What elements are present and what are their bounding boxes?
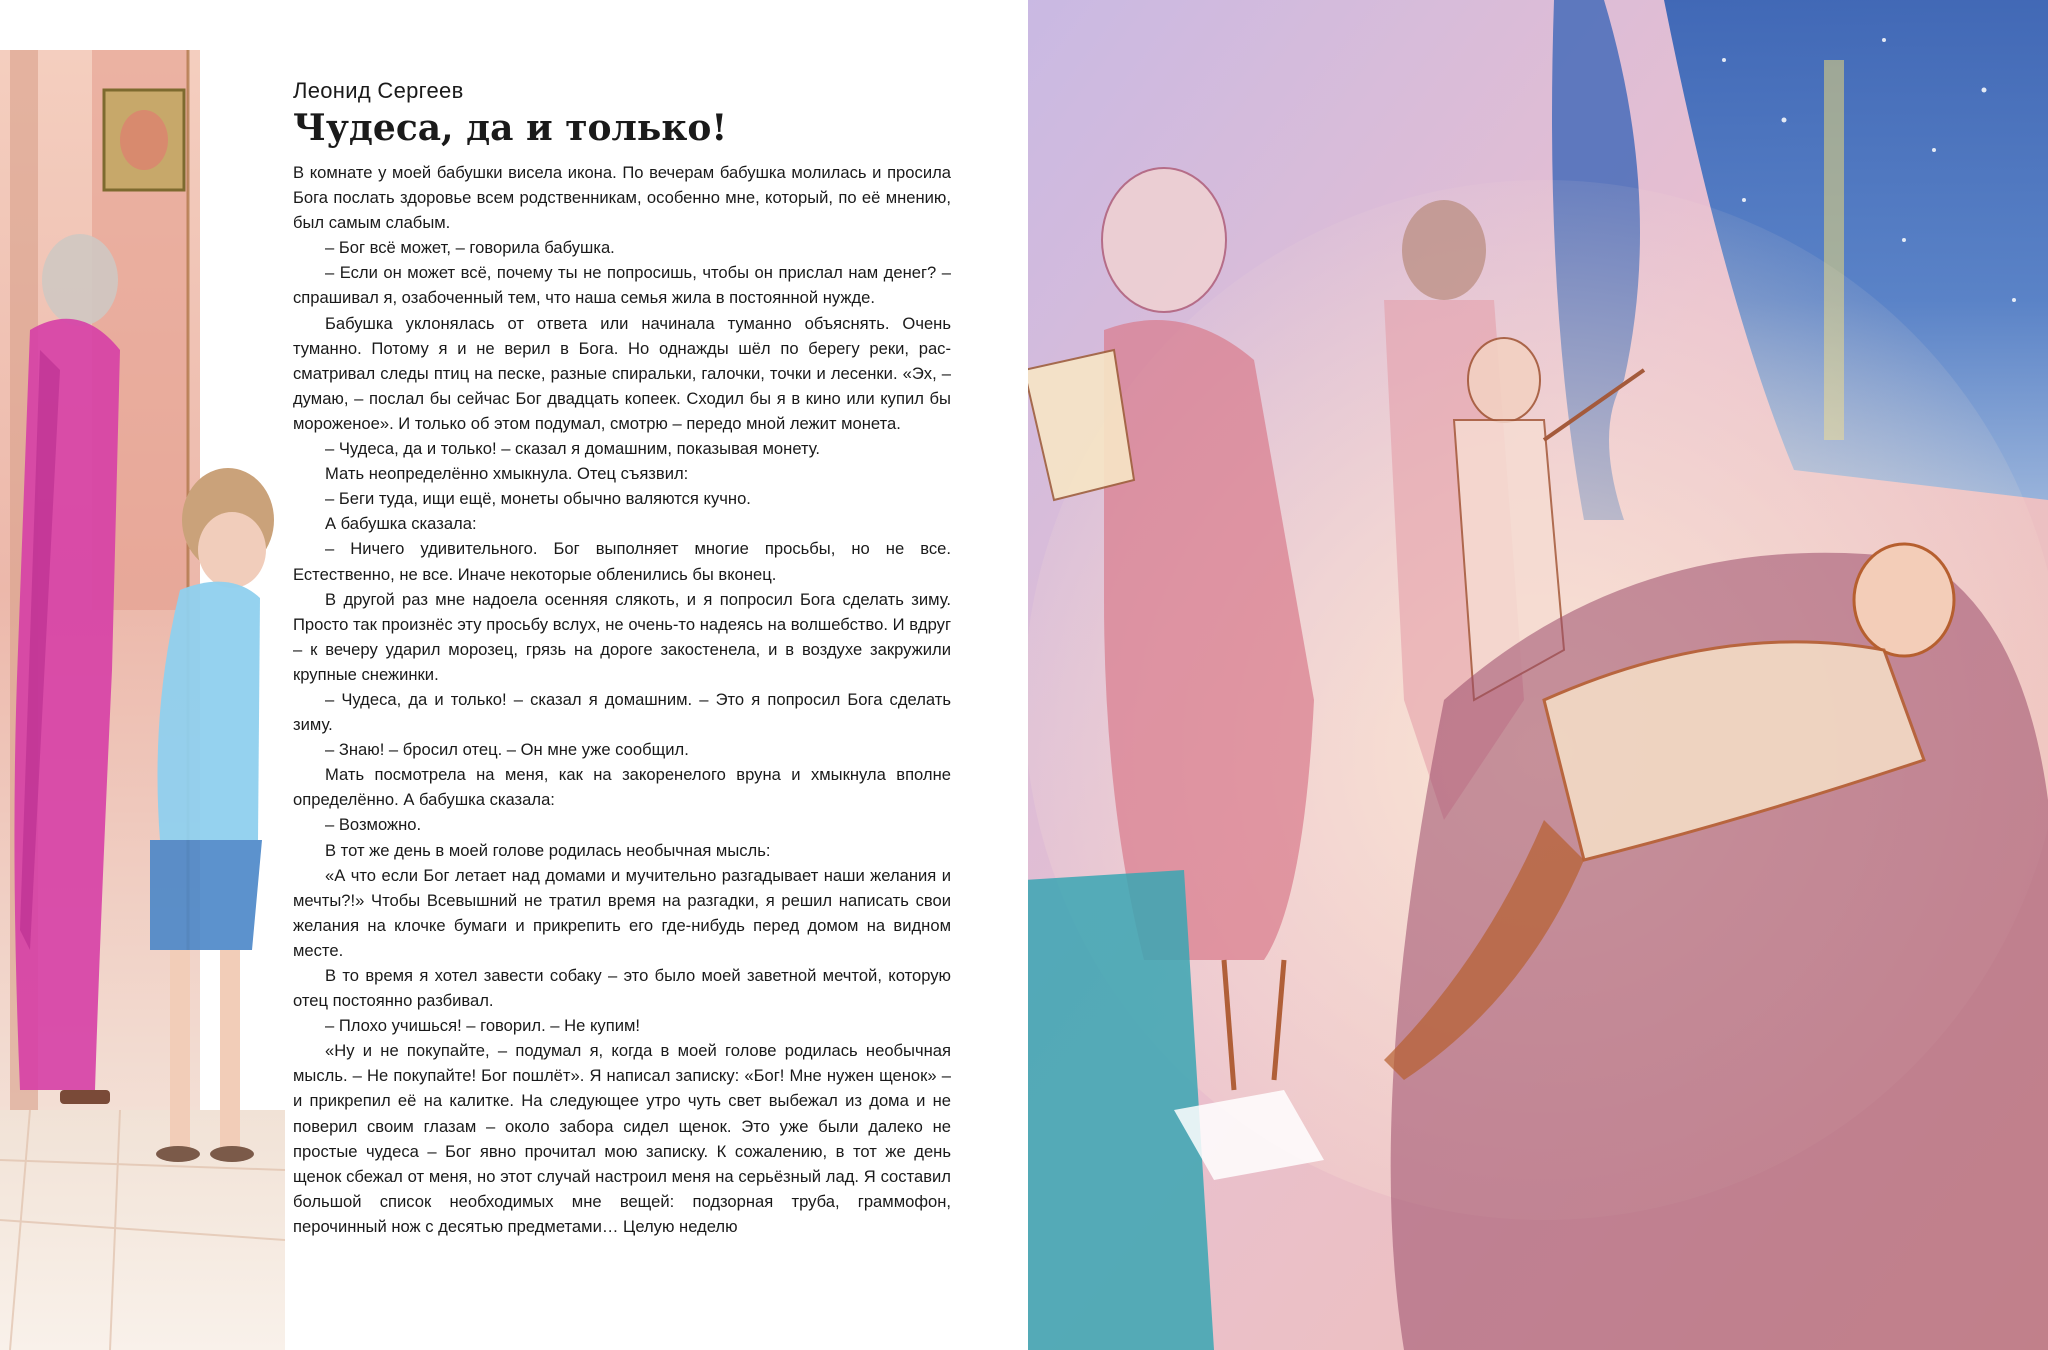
family-room-drawing <box>1024 0 2048 1350</box>
grandmother-and-boy-drawing <box>0 50 285 1350</box>
paragraph: В то время я хотел завести собаку – это было моей заветной мечтой, которую отец постоянно разбивал. <box>293 966 951 1011</box>
paragraph: «Ну и не покупайте, – подумал я, когда в моей голове родилась необычная мысль. – Не покупайте! Бог пошлёт». Я написал записку: «Бог! Мне нужен щенок» – и прикрепил её на калитке. На следующее утро чуть свет выбежал из дома и не поверил своим глазам – около забора сидел щенок. Это уже были далеко не простые чудеса – Бог явно прочитал мою записку. К сожалению, в тот же день щенок сбежал от меня, но этот случай настроил меня на серьёзный лад. Я составил большой список необходимых мне вещей: подзорная труба, граммофон, перочинный нож с десятью предметами… Целую неделю <box>293 1041 951 1236</box>
paragraph: – Ничего удивительного. Бог выполняет многие просьбы, но не все. Естественно, не все. Иначе некоторые обленились бы вконец. <box>293 539 951 584</box>
paragraph: А бабушка сказала: <box>325 514 477 534</box>
right-illustration <box>1024 0 2048 1350</box>
story-body <box>293 160 951 1239</box>
paragraph: В другой раз мне надоела осенняя слякоть, и я попросил Бога сделать зиму. Просто так произнёс эту просьбу вслух, не очень-то надеясь на волшебство. И вдруг – к вечеру ударил морозец, грязь на дороге закостенела, и в воздухе закружили крупные снежинки. <box>293 589 951 684</box>
paragraph: – Плохо учишься! – говорил. – Не купим! <box>325 1016 640 1036</box>
paragraph: – Знаю! – бросил отец. – Он мне уже сообщил. <box>325 740 689 760</box>
author-name: Леонид Сергеев <box>293 78 464 103</box>
paragraph: – Беги туда, ищи ещё, монеты обычно валяются кучно. <box>325 489 751 509</box>
paragraph: – Бог всё может, – говорила бабушка. <box>325 238 615 258</box>
paragraph: – Чудеса, да и только! – сказал я домашним, показывая монету. <box>325 439 821 459</box>
paragraph: В тот же день в моей голове родилась необычная мысль: <box>325 840 771 860</box>
paragraph: Мать неопределённо хмыкнула. Отец съязвил: <box>325 464 689 484</box>
paragraph: – Чудеса, да и только! – сказал я домашним. – Это я попросил Бога сделать зиму. <box>293 689 951 735</box>
story-title: Чудеса, да и только! <box>293 107 728 149</box>
paragraph: – Если он может всё, почему ты не попросишь, чтобы он прислал нам денег? – спрашивал я, озабоченный тем, что наша семья жила в постоянной нужде. <box>293 263 951 308</box>
paragraph: В комнате у моей бабушки висела икона. По вечерам бабушка молилась и просила Бога послать здоровье всем родственникам, особенно мне, который, по её мнению, был самым слабым. <box>293 163 951 233</box>
paragraph: – Возможно. <box>325 815 422 835</box>
story-text-column <box>293 78 951 1258</box>
left-illustration <box>0 50 285 1350</box>
paragraph: Бабушка уклонялась от ответа или начинала туманно объяснять. Очень туманно. Потому я и не верил в Бога. Но однажды шёл по берегу реки, рассматривал следы птиц на песке, разные спиральки, галочки, точки и лесенки. «Эх, – думаю, – послал бы сейчас Бог двадцать копеек. Сходил бы я в кино или купил бы мороженое». И только об этом подумал, смотрю – передо мной лежит монета. <box>293 313 951 433</box>
paragraph: «А что если Бог летает над домами и мучительно разгадывает наши желания и мечты?!» Чтобы Всевышний не тратил время на разгадки, я решил написать свои желания на клочке бумаги и прикрепить его где-нибудь перед домом на видном месте. <box>293 865 951 960</box>
paragraph: Мать посмотрела на меня, как на закоренелого вруна и хмыкнула вполне определённо. А бабушка сказала: <box>293 765 951 810</box>
